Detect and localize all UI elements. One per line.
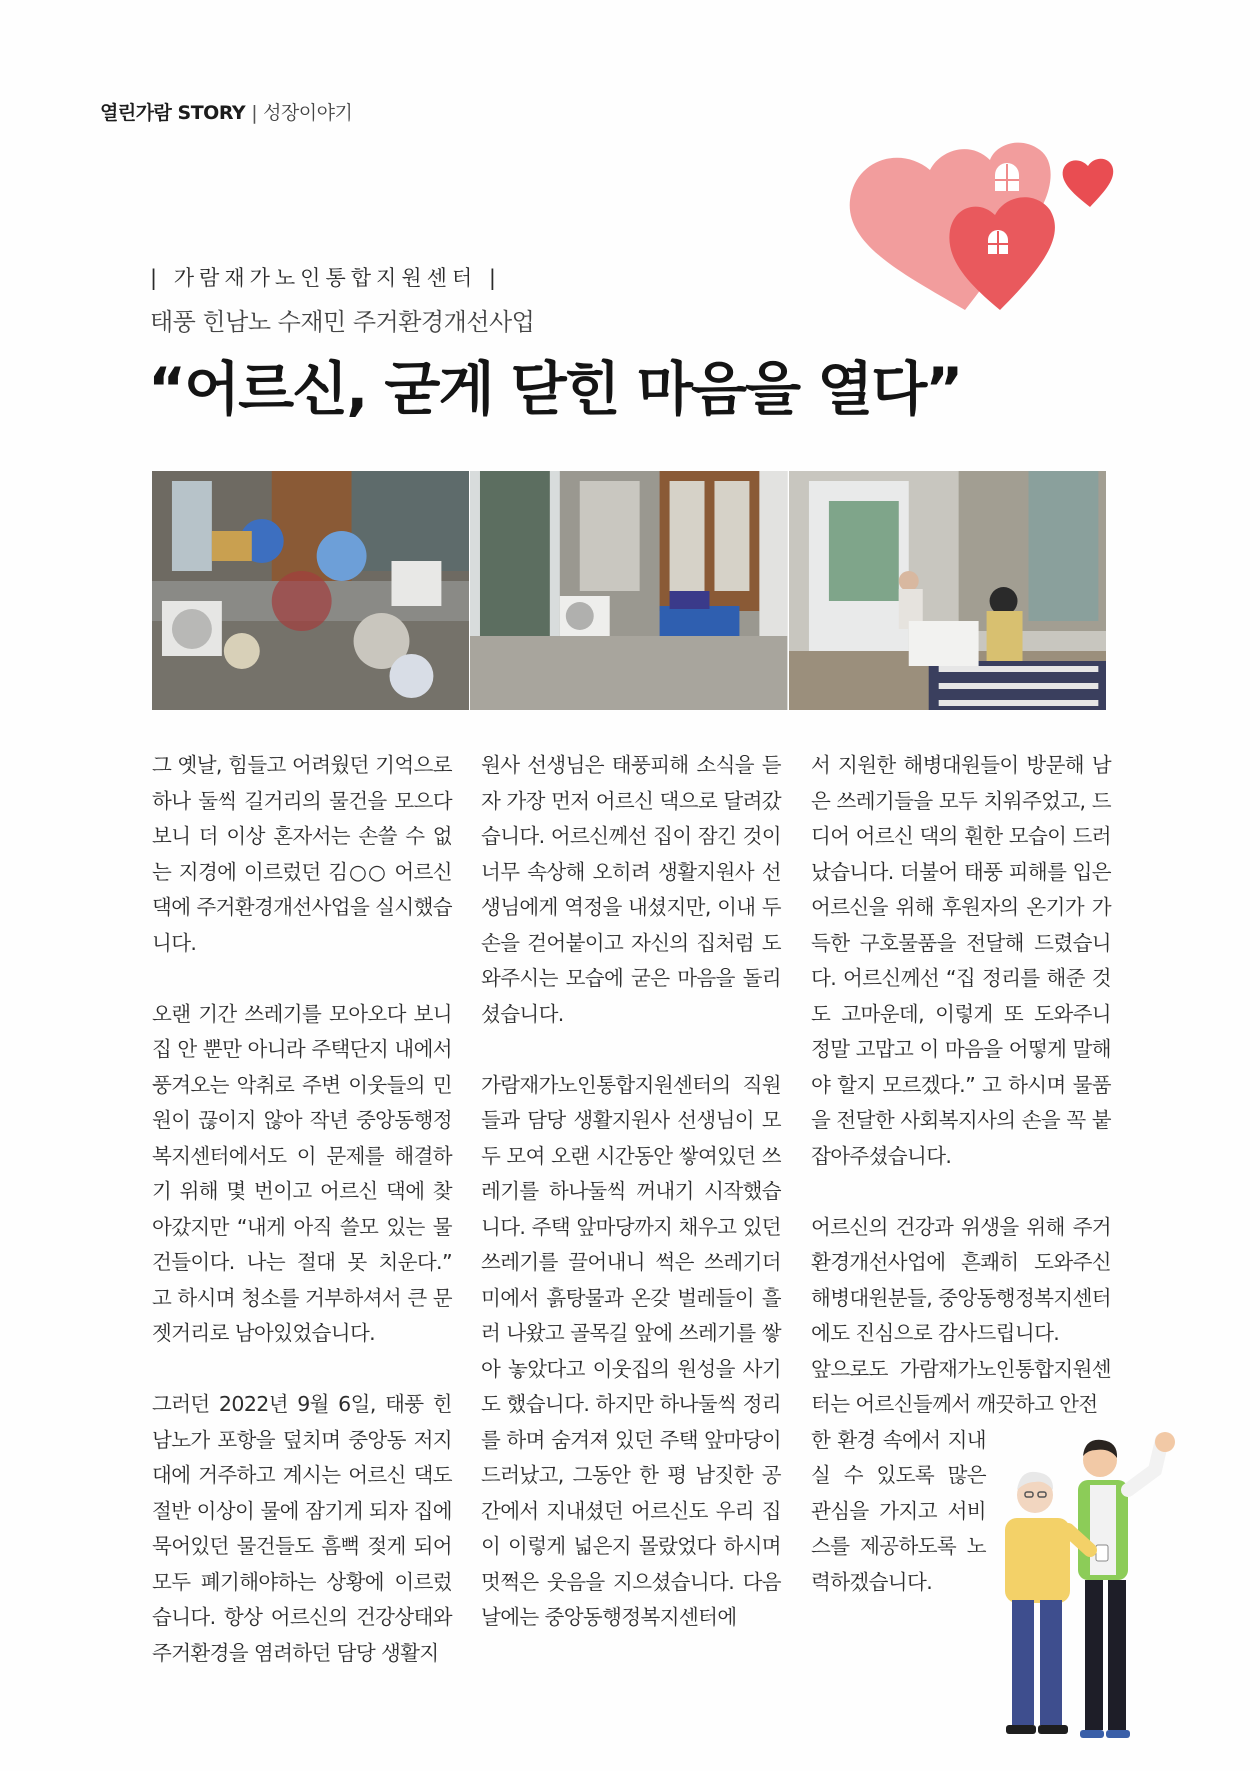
paragraph: 오랜 기간 쓰레기를 모아오다 보니 집 안 뿐만 아니라 주택단지 내에서 풍겨오는 악취로 주변 이웃들의 민원이 끊이지 않아 작년 중앙동행정복지센터에서도 이 문제를 해결하기 위해 몇 번이고 어르신 댁에 찾아갔지만 “내게 아직 쓸모 있는 물건들이다. 나는 절대 못 치운다.” 고 하시며 청소를 거부하셔서 큰 문젯거리로 남아있었습니다.: [152, 1001, 452, 1345]
waving-hand-icon: [1155, 1432, 1175, 1452]
paragraph: 한 환경 속에서 지내실 수 있도록 많은 관심을 가지고 서비스를 제공하도록 노력하겠습니다.: [811, 1427, 986, 1594]
caregiver-and-elder-illustration: [990, 1430, 1190, 1760]
photo-delivering-supplies: [789, 471, 1106, 710]
small-heart-icon: [1063, 159, 1114, 207]
photo-strip: [152, 471, 1106, 710]
paragraph: 그 옛날, 힘들고 어려웠던 기억으로 하나 둘씩 길거리의 물건을 모으다보니 더 이상 혼자서는 손쓸 수 없는 지경에 이르렀던 김○○ 어르신 댁에 주거환경개선사업을 실시했습니다.: [152, 753, 452, 955]
paragraph: 서 지원한 해병대원들이 방문해 남은 쓰레기들을 모두 치워주었고, 드디어 어르신 댁의 훤한 모습이 드러났습니다. 더불어 태풍 피해를 입은 어르신을 위해 후원자의 온기가 가득한 구호물품을 전달해 드렸습니다. 어르신께선 “집 정리를 해준 것도 고마운데, 이렇게 또 도와주니 정말 고맙고 이 마음을 어떻게 말해야 할지 모르겠다.” 고 하시며 물품을 전달한 사회복지사의 손을 꼭 붙잡아주셨습니다.: [811, 753, 1111, 1168]
photo-after-cleanup: [470, 471, 788, 710]
header-separator: |: [251, 102, 258, 124]
paragraph: 가람재가노인통합지원센터의 직원들과 담당 생활지원사 선생님이 모두 모여 오랜 시간동안 쌓여있던 쓰레기를 하나둘씩 꺼내기 시작했습니다. 주택 앞마당까지 채우고 있던 쓰레기를 끌어내니 썩은 쓰레기더미에서 흙탕물과 온갖 벌레들이 흘러 나왔고 골목길 앞에 쓰레기를 쌓아 놓았다고 이웃집의 원성을 사기도 했습니다. 하지만 하나둘씩 정리를 하며 숨겨져 있던 주택 앞마당이 드러났고, 그동안 한 평 남짓한 공간에서 지내셨던 어르신도 우리 집이 이렇게 넓은지 몰랐었다 하시며 멋쩍은 웃음을 지으셨습니다. 다음날에는 중앙동행정복지센터에: [481, 1072, 781, 1629]
paragraph: 원사 선생님은 태풍피해 소식을 듣자 가장 먼저 어르신 댁으로 달려갔습니다. 어르신께선 집이 잠긴 것이 너무 속상해 오히려 생활지원사 선생님에게 역정을 내셨지만, 이내 두 손을 걷어붙이고 자신의 집처럼 도와주시는 모습에 굳은 마음을 돌리셨습니다.: [481, 753, 781, 1026]
paragraph: 그러던 2022년 9월 6일, 태풍 힌남노가 포항을 덮치며 중앙동 저지대에 거주하고 계시는 어르신 댁도 절반 이상이 물에 잠기게 되자 집에 묵어있던 물건들도 흠뻑 젖게 되어 모두 폐기해야하는 상황에 이르렀습니다. 항상 어르신의 건강상태와 주거환경을 염려하던 담당 생활지: [152, 1392, 452, 1665]
hearts-house-illustration: [845, 135, 1135, 315]
page-header: [100, 98, 352, 125]
article-column-2: [481, 748, 781, 1636]
article-subtitle: 태풍 힌남노 수재민 주거환경개선사업: [150, 308, 535, 336]
article-column-1: [152, 748, 452, 1671]
section-name: 성장이야기: [263, 102, 353, 124]
paragraph: 어르신의 건강과 위생을 위해 주거환경개선사업에 흔쾌히 도와주신 해병대원분들, 중앙동행정복지센터에도 진심으로 감사드립니다.: [811, 1214, 1111, 1345]
magazine-brand: 열린가람 STORY: [100, 102, 246, 124]
photo-before-cleanup: [152, 471, 470, 710]
article-title: “어르신, 굳게 닫힌 마음을 열다”: [148, 355, 962, 423]
center-name: | 가람재가노인통합지원센터 |: [150, 266, 501, 290]
paragraph: 앞으로도 가람재가노인통합지원센터는 어르신들께서 깨끗하고 안전: [811, 1356, 1111, 1416]
